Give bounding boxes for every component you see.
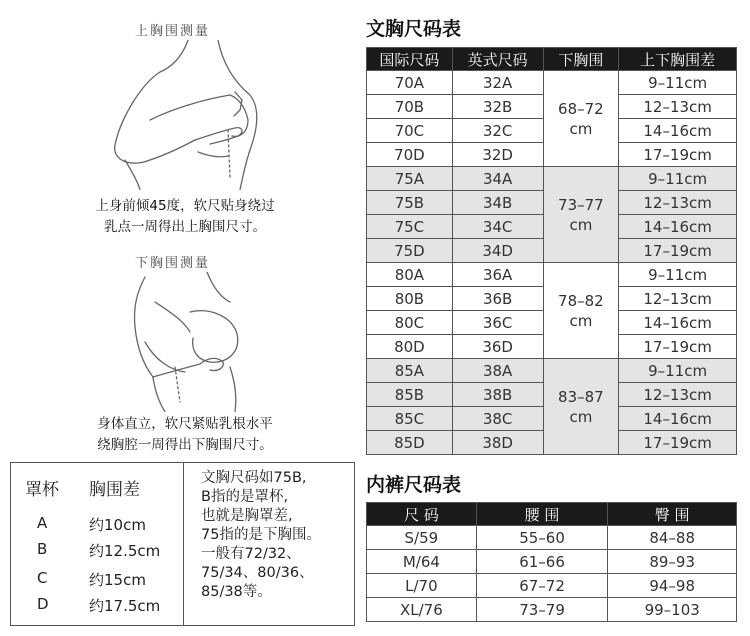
cup-letter: A [37,514,48,532]
cell-diff: 17–19cm [619,239,737,263]
table-row [367,263,737,287]
cell-diff: 12–13cm [619,383,737,407]
cell-diff: 14–16cm [619,215,737,239]
cell-hip: 99–103 [608,598,737,622]
cell-waist: 73–79 [476,598,608,622]
note-line: 75/34、80/36、 [201,565,314,581]
cell-uk: 34A [452,167,543,191]
cell-uk: 36B [452,287,543,311]
cell-diff: 17–19cm [619,431,737,455]
cell-under-bust [543,167,619,263]
cell-intl: 75D [367,239,453,263]
table-row [367,550,737,574]
bra-size-table [366,47,737,455]
cell-intl: 70D [367,143,453,167]
cell-uk: 34C [452,215,543,239]
cell-intl: 70B [367,95,453,119]
size-note [201,469,321,602]
cell-uk: 36A [452,263,543,287]
cell-uk: 36D [452,335,543,359]
note-line: 文胸尺码如75B, [201,470,307,486]
cell-intl: 85C [367,407,453,431]
cell-hip: 89–93 [608,550,737,574]
table-row [367,71,737,95]
cell-intl: 80C [367,311,453,335]
under-range: 68–72 [558,99,604,118]
under-bust-illustration [115,272,275,412]
cell-uk: 38B [452,383,543,407]
header-size: 尺 码 [367,503,477,526]
cell-diff: 14–16cm [619,407,737,431]
upper-bust-caption [70,196,300,238]
header-waist: 腰 围 [476,503,608,526]
cell-diff: 17–19cm [619,143,737,167]
header-uk-size: 英式尺码 [452,48,543,71]
cell-intl: 75B [367,191,453,215]
note-line: 也就是胸罩差, [201,508,293,524]
table-row [367,167,737,191]
under-unit: cm [569,311,593,330]
cell-uk: 32A [452,71,543,95]
cell-waist: 67–72 [476,574,608,598]
under-unit: cm [569,407,593,426]
upper-bust-illustration [110,40,280,190]
note-line: 一般有72/32、 [201,546,301,562]
under-range: 73–77 [558,195,604,214]
cup-value: 约12.5cm [89,542,161,560]
cell-intl: 85D [367,431,453,455]
upper-bust-title: 上胸围测量 [135,24,211,39]
bra-chart-title: 文胸尺码表 [366,18,462,40]
cup-value: 约10cm [89,516,146,534]
under-bust-title: 下胸围测量 [135,256,211,271]
header-bust-difference: 上下胸围差 [619,48,737,71]
cell-intl: 80A [367,263,453,287]
caption-line: 乳点一周得出上胸围尺寸。 [104,219,266,235]
cell-hip: 94–98 [608,574,737,598]
table-row [367,574,737,598]
cell-diff: 12–13cm [619,287,737,311]
cell-uk: 32C [452,119,543,143]
cup-value: 约17.5cm [89,597,161,615]
cup-info-box [10,462,355,626]
cell-diff: 9–11cm [619,167,737,191]
cell-size: M/64 [367,550,477,574]
cell-diff: 9–11cm [619,71,737,95]
cell-diff: 12–13cm [619,191,737,215]
cell-intl: 85A [367,359,453,383]
cup-letter: B [37,540,48,558]
cell-diff: 14–16cm [619,119,737,143]
cell-size: XL/76 [367,598,477,622]
cell-waist: 61–66 [476,550,608,574]
cell-size: L/70 [367,574,477,598]
cell-uk: 32B [452,95,543,119]
cell-intl: 80D [367,335,453,359]
cell-hip: 84–88 [608,526,737,550]
cell-diff: 12–13cm [619,95,737,119]
caption-line: 绕胸腔一周得出下胸围尺寸。 [97,437,273,453]
cell-intl: 85B [367,383,453,407]
under-range: 78–82 [558,291,604,310]
cell-under-bust [543,263,619,359]
caption-line: 身体直立，软尺紧贴乳根水平 [97,416,273,432]
under-bust-caption [70,414,300,456]
cell-size: S/59 [367,526,477,550]
cell-uk: 38A [452,359,543,383]
table-row [367,359,737,383]
cell-waist: 55–60 [476,526,608,550]
header-under-bust: 下胸围 [543,48,619,71]
cup-letter: C [37,569,48,587]
cell-intl: 75A [367,167,453,191]
cell-uk: 32D [452,143,543,167]
cell-intl: 70A [367,71,453,95]
cell-under-bust [543,71,619,167]
cell-uk: 38C [452,407,543,431]
cell-uk: 36C [452,311,543,335]
header-intl-size: 国际尺码 [367,48,453,71]
under-unit: cm [569,215,593,234]
caption-line: 上身前倾45度，软尺贴身绕过 [95,198,275,214]
cell-intl: 80B [367,287,453,311]
cell-diff: 9–11cm [619,359,737,383]
note-line: 85/38等。 [201,584,272,600]
cell-intl: 75C [367,215,453,239]
cup-letter: D [37,595,49,613]
cell-diff: 14–16cm [619,311,737,335]
under-unit: cm [569,119,593,138]
briefs-chart-title: 内裤尺码表 [366,474,462,496]
table-row [367,526,737,550]
note-line: 75指的是下胸围。 [201,527,321,543]
note-line: B指的是罩杯, [201,489,289,505]
cup-header: 罩杯 [25,480,59,500]
cell-uk: 34B [452,191,543,215]
table-row [367,598,737,622]
cell-under-bust [543,359,619,455]
under-range: 83–87 [558,387,604,406]
briefs-size-table [366,502,737,622]
cell-diff: 17–19cm [619,335,737,359]
header-hip: 臀 围 [608,503,737,526]
cell-uk: 34D [452,239,543,263]
cell-diff: 9–11cm [619,263,737,287]
cup-value: 约15cm [89,571,146,589]
cell-uk: 38D [452,431,543,455]
cell-intl: 70C [367,119,453,143]
cup-box-divider [183,463,184,625]
difference-header: 胸围差 [89,480,140,500]
